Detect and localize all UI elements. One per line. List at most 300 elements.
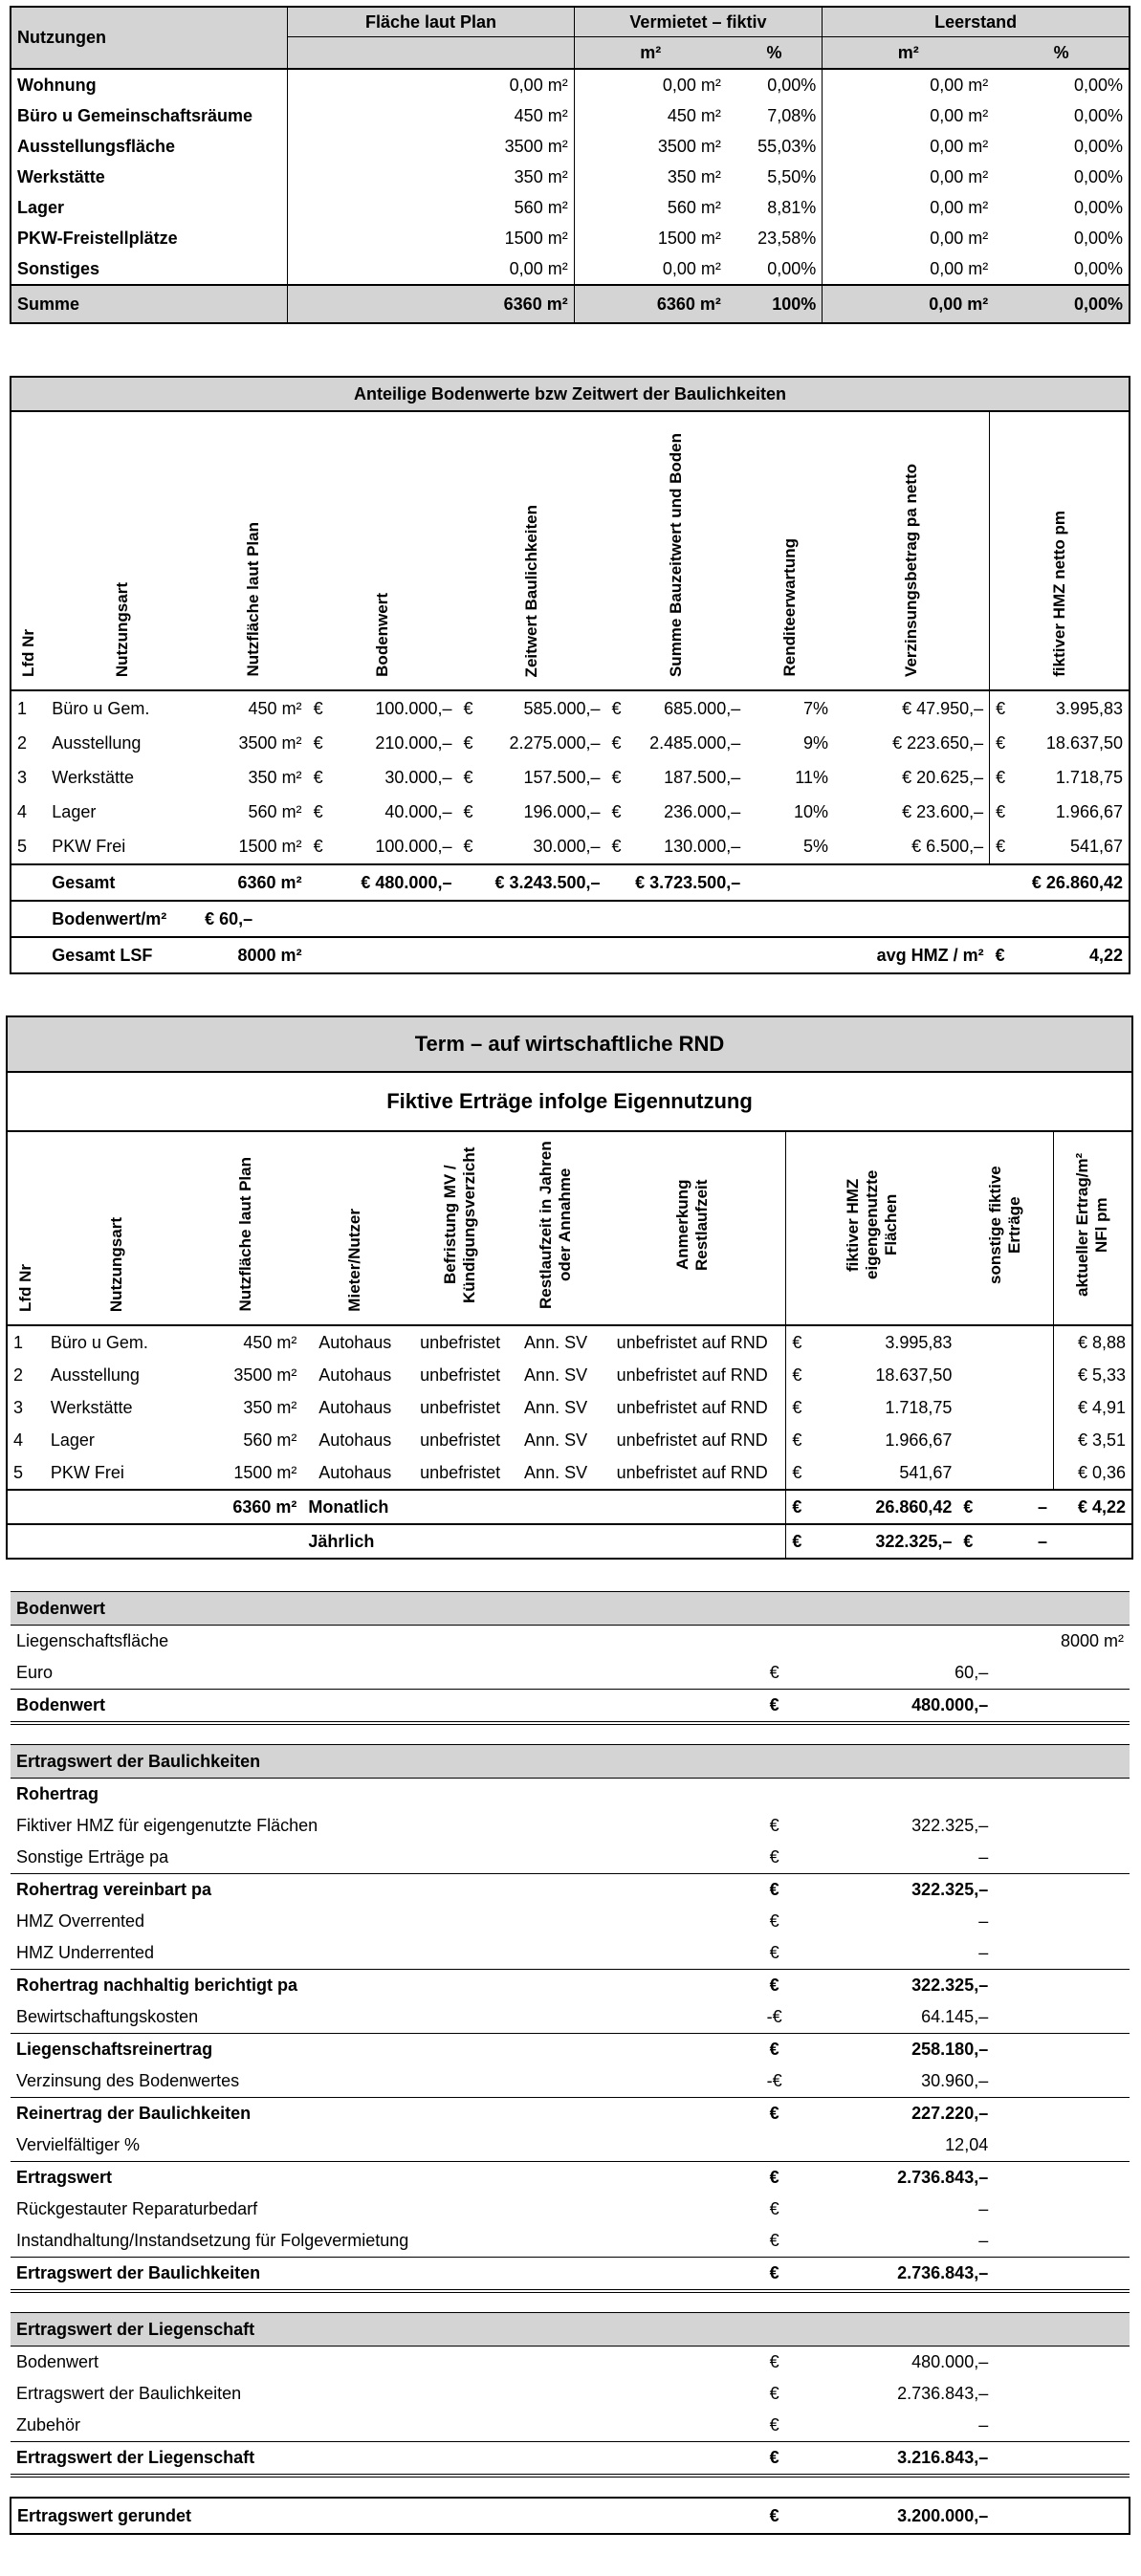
leerstand-m2: 0,00 m² xyxy=(823,100,995,131)
gesamt-bodenwert: € 480.000,– xyxy=(308,864,458,901)
rendite: 7% xyxy=(802,698,828,718)
leerstand-m2: 0,00 m² xyxy=(823,69,995,100)
restlaufzeit: Ann. SV xyxy=(524,1462,588,1482)
currency: € xyxy=(990,690,1018,726)
leerstand-pct: 0,00% xyxy=(994,162,1130,192)
flaeche-plan: 0,00 m² xyxy=(288,253,574,285)
vermietet-m2: 0,00 m² xyxy=(574,69,727,100)
line-label: Instandhaltung/Instandsetzung für Folgevermietung xyxy=(16,2231,409,2250)
header-leerstand: Leerstand xyxy=(823,7,1130,37)
lfd-nr: 3 xyxy=(17,767,28,787)
currency: € xyxy=(611,836,622,856)
table-row xyxy=(7,1325,1132,1359)
line-empty xyxy=(994,2378,1130,2410)
line-currency: € xyxy=(746,1874,803,1907)
ertrag-line xyxy=(11,1970,1130,2002)
currency: € xyxy=(786,1391,815,1424)
vermietet-m2: 1500 m² xyxy=(574,223,727,253)
sonstige xyxy=(957,1456,1024,1490)
lfd-nr: 4 xyxy=(17,801,28,821)
line-empty xyxy=(994,1810,1130,1842)
currency: € xyxy=(313,698,323,718)
verzinsung: € 23.600,– xyxy=(902,801,984,821)
table-row xyxy=(11,690,1130,726)
table-row xyxy=(11,223,1130,253)
table-row xyxy=(11,192,1130,223)
currency: € xyxy=(990,760,1018,795)
line-value: 30.960,– xyxy=(921,2071,989,2090)
table-row xyxy=(11,795,1130,829)
aktueller-ertrag: € 3,51 xyxy=(1053,1424,1132,1456)
zeitwert: 30.000,– xyxy=(533,836,601,856)
lfd-nr: 1 xyxy=(13,1332,24,1352)
bodenwert: 210.000,– xyxy=(375,732,452,753)
nutzungsart: Werkstätte xyxy=(52,767,134,787)
line-label: Ertragswert xyxy=(11,2162,746,2194)
verzinsung: € 6.500,– xyxy=(911,836,984,856)
col-header-lfd-nr: Lfd Nr xyxy=(19,628,38,677)
currency: € xyxy=(611,767,622,787)
col-header-nutzungsart: Nutzungsart xyxy=(113,581,132,677)
ertragswert-liegenschaft-header: Ertragswert der Liegenschaft xyxy=(11,2313,1130,2347)
line-value: 2.736.843,– xyxy=(897,2384,989,2403)
line-value: 480.000,– xyxy=(911,2352,989,2371)
usage-area-table xyxy=(10,6,1130,324)
bodenwert-m2-value: € 60,– xyxy=(199,901,457,937)
col-header-hmz: fiktiver HMZ netto pm xyxy=(1049,511,1068,677)
flaeche-plan: 560 m² xyxy=(288,192,574,223)
gesamt-zeitwert: € 3.243.500,– xyxy=(457,864,605,901)
currency: € xyxy=(990,829,1018,864)
col-header-restlaufzeit: Restlaufzeit in Jahren oder Annahme xyxy=(537,1141,575,1309)
col-header-aktueller-ertrag: aktueller Ertrag/m² NFl pm xyxy=(1073,1152,1111,1298)
mieter: Autohaus xyxy=(318,1332,392,1352)
vermietet-pct: 8,81% xyxy=(727,192,823,223)
befristung: unbefristet xyxy=(420,1332,501,1352)
line-value: 2.736.843,– xyxy=(803,2162,995,2194)
line-label: Zubehör xyxy=(16,2415,81,2434)
jaehrlich-sonst-currency: € xyxy=(963,1531,974,1551)
sonstige xyxy=(1024,1424,1053,1456)
bodenwert-table xyxy=(10,376,1130,974)
col-header-mieter: Mieter/Nutzer xyxy=(345,1209,364,1312)
anmerkung: unbefristet auf RND xyxy=(616,1364,768,1385)
col-header-zeitwert: Zeitwert Baulichkeiten xyxy=(522,504,540,677)
restlaufzeit: Ann. SV xyxy=(524,1332,588,1352)
rendite: 11% xyxy=(795,767,828,787)
col-header-verzinsung: Verzinsungsbetrag pa netto xyxy=(902,464,921,677)
mieter: Autohaus xyxy=(318,1462,392,1482)
summe: 187.500,– xyxy=(664,767,741,787)
nutzungsart: Lager xyxy=(52,801,97,821)
nutzungsart: Büro u Gem. xyxy=(50,1332,148,1352)
line-label: Verzinsung des Bodenwertes xyxy=(16,2071,240,2090)
gerundet-currency: € xyxy=(746,2498,803,2534)
fiktiver-hmz: 1.718,75 xyxy=(885,1397,953,1417)
ertrag-line xyxy=(11,1842,1130,1874)
nutzflaeche: 450 m² xyxy=(248,698,302,718)
col-header-nutzflaeche: Nutzfläche laut Plan xyxy=(243,522,262,677)
usage-name: Wohnung xyxy=(11,69,288,100)
header-unit-pct: % xyxy=(727,37,823,70)
sum-leerstand-m2: 0,00 m² xyxy=(823,285,995,323)
vermietet-m2: 3500 m² xyxy=(574,131,727,162)
vermietet-pct: 5,50% xyxy=(727,162,823,192)
restlaufzeit: Ann. SV xyxy=(524,1430,588,1450)
gerundet-value: 3.200.000,– xyxy=(803,2498,995,2534)
gesamt-nf: 6360 m² xyxy=(199,864,308,901)
usage-name: Sonstiges xyxy=(11,253,288,285)
col-header-fiktiver-hmz: fiktiver HMZ eigengenutzte Flächen xyxy=(843,1169,900,1280)
line-value: – xyxy=(978,2231,989,2250)
jaehrlich-hmz: 322.325,– xyxy=(875,1531,953,1551)
monatlich-hmz: 26.860,42 xyxy=(875,1496,953,1517)
col-header-sonstige-ertraege: sonstige fiktive Erträge xyxy=(985,1166,1023,1284)
nutzungsart: PKW Frei xyxy=(52,836,126,856)
table-row xyxy=(11,162,1130,192)
leerstand-m2: 0,00 m² xyxy=(823,223,995,253)
line-label: Vervielfältiger % xyxy=(16,2135,141,2154)
sum-plan: 6360 m² xyxy=(288,285,574,323)
currency: € xyxy=(463,767,473,787)
leerstand-m2: 0,00 m² xyxy=(823,131,995,162)
ertrag-line xyxy=(11,2162,1130,2194)
zeitwert: 157.500,– xyxy=(523,767,601,787)
vermietet-m2: 0,00 m² xyxy=(574,253,727,285)
table-row xyxy=(7,1424,1132,1456)
table-row xyxy=(11,253,1130,285)
zeitwert: 2.275.000,– xyxy=(509,732,601,753)
lfd-nr: 1 xyxy=(17,698,28,718)
lfd-nr: 3 xyxy=(13,1397,24,1417)
nutzungsart: PKW Frei xyxy=(50,1462,124,1482)
vermietet-pct: 7,08% xyxy=(727,100,823,131)
line-label: Rohertrag nachhaltig berichtigt pa xyxy=(11,1970,746,2002)
line-empty xyxy=(994,2034,1130,2066)
verzinsung: € 20.625,– xyxy=(902,767,984,787)
fiktiver-hmz: 3.995,83 xyxy=(885,1332,953,1352)
col-header-nutzflaeche: Nutzfläche laut Plan xyxy=(235,1157,254,1312)
line-label: Ertragswert der Baulichkeiten xyxy=(16,2384,242,2403)
gesamt-lsf-label: Gesamt LSF xyxy=(46,937,199,973)
bodenwert-value: 480.000,– xyxy=(803,1690,995,1724)
line-value: 258.180,– xyxy=(803,2034,995,2066)
table-row xyxy=(11,131,1130,162)
line-empty xyxy=(994,2098,1130,2130)
header-unit-m2: m² xyxy=(574,37,727,70)
col-header-nutzungsart: Nutzungsart xyxy=(106,1216,125,1312)
bodenwert: 30.000,– xyxy=(384,767,452,787)
leerstand-pct: 0,00% xyxy=(994,100,1130,131)
line-value: 227.220,– xyxy=(803,2098,995,2130)
bodenwert-label: Bodenwert xyxy=(11,1690,746,1724)
line-currency: € xyxy=(769,1816,779,1835)
ertrag-line xyxy=(11,1906,1130,1937)
nutzungsart: Büro u Gem. xyxy=(52,698,150,718)
col-header-lfd-nr: Lfd Nr xyxy=(16,1263,35,1312)
header-unit-pct: % xyxy=(994,37,1130,70)
ertrag-line xyxy=(11,2258,1130,2292)
ertrag-line xyxy=(11,2065,1130,2098)
verzinsung: € 223.650,– xyxy=(892,732,984,753)
line-currency: € xyxy=(769,1911,779,1931)
currency: € xyxy=(313,732,323,753)
currency: € xyxy=(990,795,1018,829)
fiktiver-hmz: 541,67 xyxy=(899,1462,953,1482)
table-row xyxy=(7,1456,1132,1490)
line-currency: € xyxy=(746,2098,803,2130)
line-currency: € xyxy=(746,1970,803,2002)
col-header-summe: Summe Bauzeitwert und Boden xyxy=(666,432,685,677)
bodenwert: 100.000,– xyxy=(375,836,452,856)
currency: € xyxy=(313,767,323,787)
monatlich-sonst: – xyxy=(1038,1496,1048,1517)
usage-name: Büro u Gemeinschaftsräume xyxy=(11,100,288,131)
zeitwert: 196.000,– xyxy=(523,801,601,821)
el-total-currency: € xyxy=(746,2442,803,2477)
line-empty xyxy=(994,2258,1130,2292)
lfd-nr: 2 xyxy=(13,1364,24,1385)
flaeche-plan: 350 m² xyxy=(288,162,574,192)
aktueller-ertrag: € 4,91 xyxy=(1053,1391,1132,1424)
line-value: – xyxy=(978,2199,989,2218)
anmerkung: unbefristet auf RND xyxy=(616,1430,768,1450)
line-empty xyxy=(994,2347,1130,2379)
nutzflaeche: 350 m² xyxy=(243,1397,297,1417)
line-currency: € xyxy=(769,1943,779,1962)
lfd-nr: 4 xyxy=(13,1430,24,1450)
col-header-bodenwert: Bodenwert xyxy=(373,593,392,677)
line-empty xyxy=(994,1937,1130,1970)
flaeche-plan: 0,00 m² xyxy=(288,69,574,100)
lsf-label: Liegenschaftsfläche xyxy=(16,1631,169,1650)
euro-label: Euro xyxy=(16,1663,54,1682)
line-currency: € xyxy=(746,2034,803,2066)
lfd-nr: 5 xyxy=(13,1462,24,1482)
usage-name: Werkstätte xyxy=(11,162,288,192)
nutzflaeche: 3500 m² xyxy=(238,732,302,753)
ertrag-line xyxy=(11,2225,1130,2258)
verzinsung: € 47.950,– xyxy=(902,698,984,718)
gesamt-summe: € 3.723.500,– xyxy=(606,864,747,901)
term-subtitle: Fiktive Erträge infolge Eigennutzung xyxy=(7,1072,1132,1131)
mieter: Autohaus xyxy=(318,1397,392,1417)
line-label: Bewirtschaftungskosten xyxy=(16,2007,199,2026)
sum-label: Summe xyxy=(11,285,288,323)
ertragswert-section xyxy=(10,1591,1130,2535)
fiktiver-hmz: 1.966,67 xyxy=(885,1430,953,1450)
nutzflaeche: 3500 m² xyxy=(233,1364,297,1385)
monatlich-sonst-currency: € xyxy=(963,1496,974,1517)
lsf-value: 8000 m² xyxy=(1060,1631,1124,1650)
flaeche-plan: 1500 m² xyxy=(288,223,574,253)
leerstand-m2: 0,00 m² xyxy=(823,192,995,223)
ertrag-line xyxy=(11,2001,1130,2034)
rendite: 9% xyxy=(802,732,828,753)
term-table xyxy=(6,1015,1133,1560)
line-empty xyxy=(994,1842,1130,1874)
line-label: Liegenschaftsreinertrag xyxy=(11,2034,746,2066)
currency: € xyxy=(463,801,473,821)
aktueller-ertrag: € 5,33 xyxy=(1053,1359,1132,1391)
sonstige xyxy=(1024,1391,1053,1424)
lfd-nr: 5 xyxy=(17,836,28,856)
nutzungsart: Lager xyxy=(50,1430,95,1450)
line-currency: € xyxy=(769,2415,779,2434)
gesamt-label: Gesamt xyxy=(46,864,199,901)
ertrag-line xyxy=(11,2194,1130,2225)
line-empty xyxy=(994,1906,1130,1937)
line-value: 322.325,– xyxy=(803,1970,995,2002)
avg-hmz-label: avg HMZ / m² xyxy=(834,937,990,973)
befristung: unbefristet xyxy=(420,1430,501,1450)
line-label: Ertragswert der Baulichkeiten xyxy=(11,2258,746,2292)
line-value: – xyxy=(978,1847,989,1867)
restlaufzeit: Ann. SV xyxy=(524,1364,588,1385)
line-label: Fiktiver HMZ für eigengenutzte Flächen xyxy=(16,1816,318,1835)
vermietet-m2: 560 m² xyxy=(574,192,727,223)
summe: 685.000,– xyxy=(664,698,741,718)
line-value: 322.325,– xyxy=(911,1816,989,1835)
table-row xyxy=(11,829,1130,864)
bodenwert: 100.000,– xyxy=(375,698,452,718)
anmerkung: unbefristet auf RND xyxy=(616,1462,768,1482)
line-currency: -€ xyxy=(766,2071,782,2090)
vermietet-pct: 0,00% xyxy=(727,253,823,285)
aktueller-ertrag: € 8,88 xyxy=(1053,1325,1132,1359)
euro-currency: € xyxy=(769,1663,779,1682)
summe: 236.000,– xyxy=(664,801,741,821)
el-total-label: Ertragswert der Liegenschaft xyxy=(11,2442,746,2477)
el-total-value: 3.216.843,– xyxy=(803,2442,995,2477)
sum-vermietet-pct: 100% xyxy=(727,285,823,323)
el-line xyxy=(11,2410,1130,2442)
currency: € xyxy=(313,836,323,856)
line-value: 322.325,– xyxy=(803,1874,995,1907)
currency: € xyxy=(990,726,1018,760)
line-label: Rohertrag vereinbart pa xyxy=(11,1874,746,1907)
header-vermietet: Vermietet – fiktiv xyxy=(574,7,823,37)
header-empty xyxy=(288,37,574,70)
leerstand-pct: 0,00% xyxy=(994,253,1130,285)
flaeche-plan: 450 m² xyxy=(288,100,574,131)
gesamt-lsf-value: 8000 m² xyxy=(199,937,308,973)
euro-value: 60,– xyxy=(954,1663,989,1682)
vermietet-pct: 0,00% xyxy=(727,69,823,100)
vermietet-pct: 55,03% xyxy=(727,131,823,162)
bodenwert-table-title: Anteilige Bodenwerte bzw Zeitwert der Baulichkeiten xyxy=(11,377,1130,411)
sonstige xyxy=(1024,1325,1053,1359)
nutzungsart: Ausstellung xyxy=(50,1364,140,1385)
befristung: unbefristet xyxy=(420,1462,501,1482)
flaeche-plan: 3500 m² xyxy=(288,131,574,162)
line-empty xyxy=(994,1970,1130,2002)
monatlich-label: Monatlich xyxy=(308,1496,389,1517)
rendite: 10% xyxy=(793,801,828,821)
leerstand-pct: 0,00% xyxy=(994,69,1130,100)
nutzflaeche: 560 m² xyxy=(243,1430,297,1450)
jaehrlich-currency: € xyxy=(786,1524,815,1559)
restlaufzeit: Ann. SV xyxy=(524,1397,588,1417)
currency: € xyxy=(463,698,473,718)
ertrag-line xyxy=(11,2098,1130,2130)
currency: € xyxy=(786,1359,815,1391)
monatlich-ertrag: € 4,22 xyxy=(1077,1496,1126,1517)
nutzungsart: Ausstellung xyxy=(52,732,142,753)
bodenwert: 40.000,– xyxy=(384,801,452,821)
line-currency: € xyxy=(769,2384,779,2403)
monatlich-currency: € xyxy=(786,1490,815,1524)
line-value: 12,04 xyxy=(945,2135,989,2154)
leerstand-pct: 0,00% xyxy=(994,223,1130,253)
sonstige xyxy=(1024,1359,1053,1391)
currency: € xyxy=(463,836,473,856)
line-label: HMZ Overrented xyxy=(16,1911,145,1931)
line-label: HMZ Underrented xyxy=(16,1943,155,1962)
ertrag-line xyxy=(11,2129,1130,2162)
bodenwert-header: Bodenwert xyxy=(11,1592,1130,1626)
hmz: 1.966,67 xyxy=(1055,801,1123,821)
nutzungsart: Werkstätte xyxy=(50,1397,133,1417)
currency: € xyxy=(786,1424,815,1456)
hmz: 18.637,50 xyxy=(1045,732,1123,753)
header-flaeche-laut-plan: Fläche laut Plan xyxy=(288,7,574,37)
col-header-rendite: Renditeerwartung xyxy=(780,538,800,677)
vermietet-pct: 23,58% xyxy=(727,223,823,253)
el-line xyxy=(11,2378,1130,2410)
nutzflaeche: 1500 m² xyxy=(238,836,302,856)
ertrag-line xyxy=(11,2034,1130,2066)
header-unit-m2: m² xyxy=(823,37,995,70)
currency: € xyxy=(611,801,622,821)
vermietet-m2: 350 m² xyxy=(574,162,727,192)
leerstand-pct: 0,00% xyxy=(994,131,1130,162)
hmz: 3.995,83 xyxy=(1055,698,1123,718)
jaehrlich-label: Jährlich xyxy=(308,1531,375,1551)
sonstige xyxy=(1024,1456,1053,1490)
el-line xyxy=(11,2347,1130,2379)
term-title: Term – auf wirtschaftliche RND xyxy=(7,1016,1132,1072)
sonstige xyxy=(957,1424,1024,1456)
line-empty xyxy=(994,2129,1130,2162)
line-label: Reinertrag der Baulichkeiten xyxy=(11,2098,746,2130)
line-currency: € xyxy=(746,2258,803,2292)
line-empty xyxy=(994,2194,1130,2225)
sum-leerstand-pct: 0,00% xyxy=(994,285,1130,323)
hmz: 1.718,75 xyxy=(1055,767,1123,787)
gesamt-hmz: € 26.860,42 xyxy=(990,864,1130,901)
avg-hmz-value: 4,22 xyxy=(1017,937,1130,973)
leerstand-m2: 0,00 m² xyxy=(823,162,995,192)
rohertrag-label: Rohertrag xyxy=(16,1784,99,1803)
line-currency xyxy=(746,2129,803,2162)
anmerkung: unbefristet auf RND xyxy=(616,1332,768,1352)
line-value: 64.145,– xyxy=(921,2007,989,2026)
line-value: – xyxy=(978,1943,989,1962)
sonstige xyxy=(957,1325,1024,1359)
col-header-befristung: Befristung MV / Kündigungsverzicht xyxy=(441,1146,479,1303)
aktueller-ertrag: € 0,36 xyxy=(1053,1456,1132,1490)
line-empty xyxy=(994,2001,1130,2034)
nutzflaeche: 350 m² xyxy=(248,767,302,787)
befristung: unbefristet xyxy=(420,1364,501,1385)
table-row xyxy=(11,726,1130,760)
nutzflaeche: 560 m² xyxy=(248,801,302,821)
usage-name: Lager xyxy=(11,192,288,223)
table-row xyxy=(11,760,1130,795)
line-empty xyxy=(994,1874,1130,1907)
line-value: – xyxy=(978,1911,989,1931)
